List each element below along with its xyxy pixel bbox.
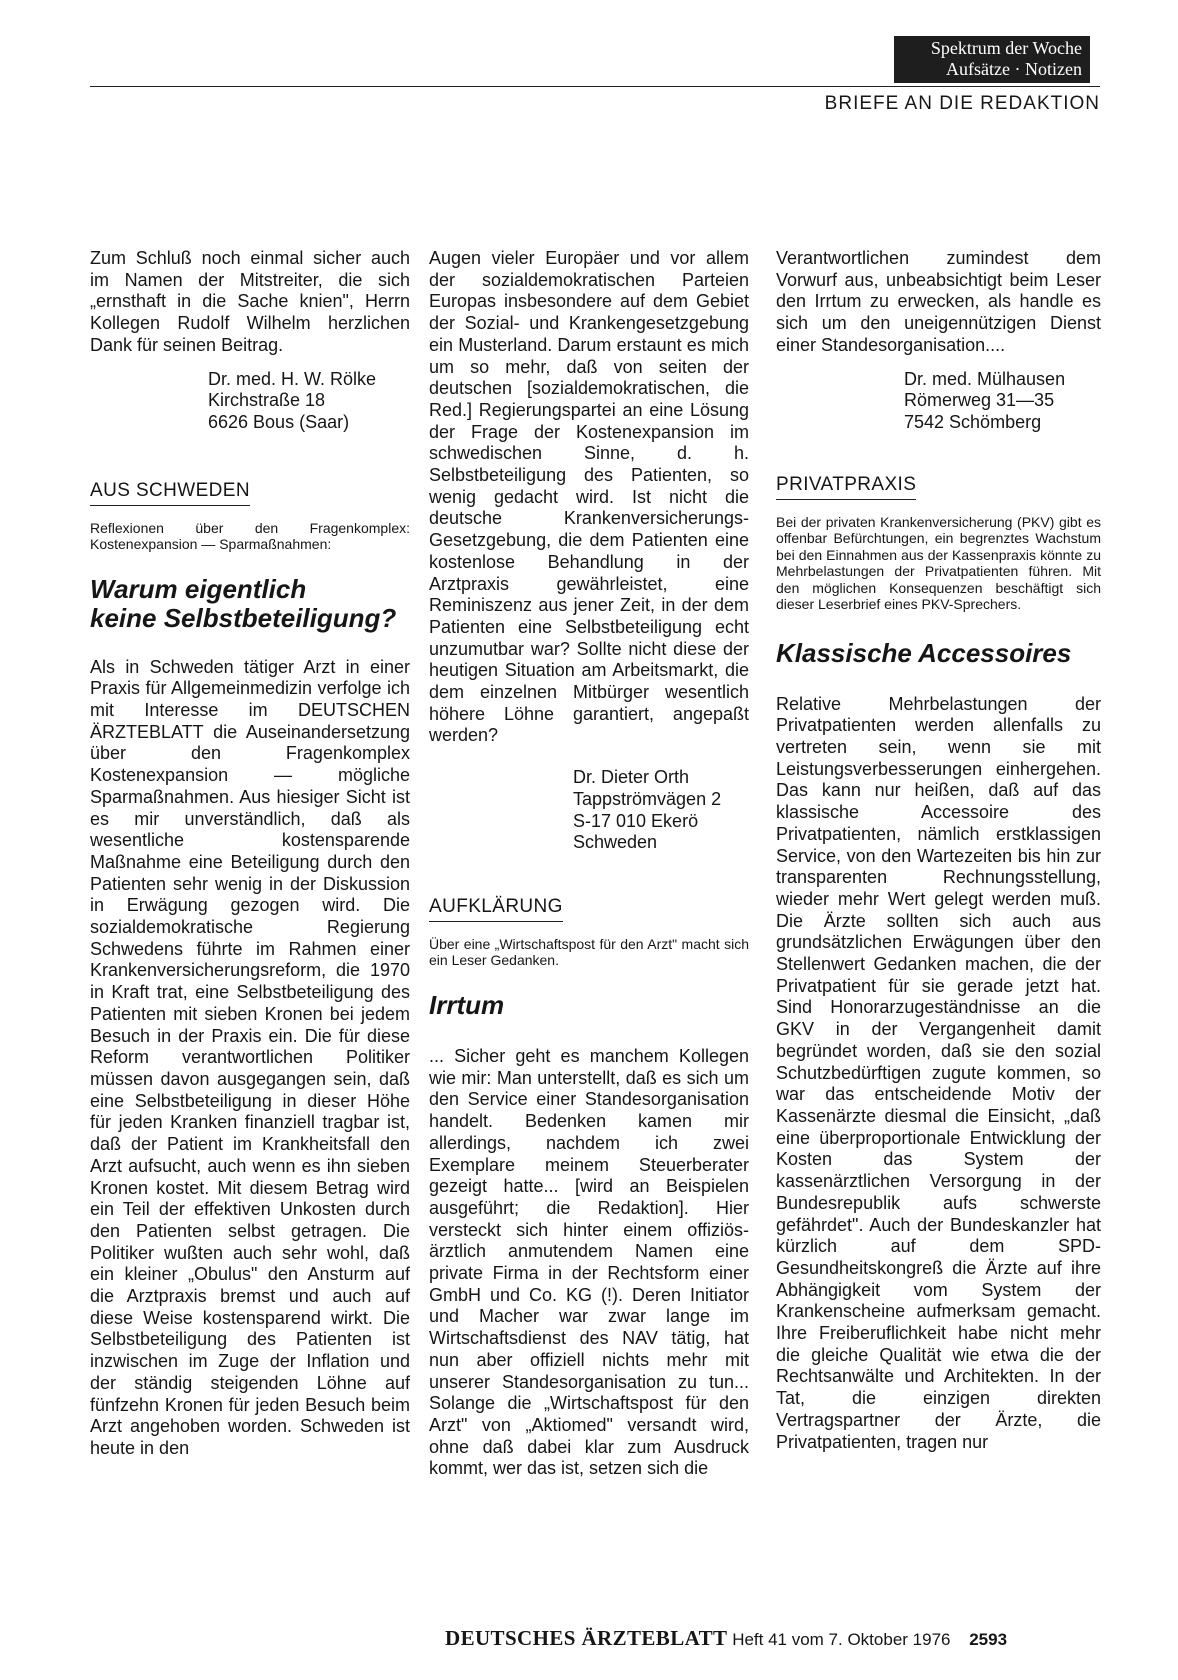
article-body: ... Sicher geht es manchem Kollegen wie mir: Man unterstellt, daß es sich um den Service einer Standesorganisation handelt. Bedenken kamen mir allerdings, nachdem ich zwei Exemplare meinem Steuerberater gezeigt hatte... [wird an Beispielen ausgeführt; die Redaktion]. Hier versteckt sich hinter einem offiziös-ärztlich anmutendem Namen eine private Firma in der Rechtsform einer GmbH und Co. KG (!). Deren Initiator und Macher war zwar lange im Wirtschaftsdienst des NAV tätig, hat nun aber offiziell nichts mehr mit unserer Standesorganisation zu tun... Solange die „Wirtschaftspost für den Arzt" von „Aktiomed" versandt wird, ohne daß dabei klar zum Ausdruck kommt, wer das ist, setzen sich die bbox=[429, 1045, 749, 1479]
signature-line: Dr. med. Mülhausen bbox=[904, 368, 1066, 389]
signature-line: Dr. Dieter Orth bbox=[573, 767, 690, 788]
signature-line: Dr. med. H. W. Rölke bbox=[208, 368, 377, 389]
article-intro: Über eine „Wirtschaftspost für den Arzt" macht sich ein Leser Gedanken. bbox=[429, 935, 749, 969]
signature-line: S-17 010 Ekerö bbox=[573, 810, 699, 831]
rubric-aus-schweden: AUS SCHWEDEN bbox=[90, 480, 250, 506]
column-2 bbox=[429, 248, 749, 1480]
column-3 bbox=[776, 248, 1101, 1453]
page-footer bbox=[445, 1626, 1007, 1651]
issue-date: Heft 41 vom 7. Oktober 1976 bbox=[732, 1630, 951, 1649]
signature-rolke bbox=[90, 369, 410, 434]
signature-line: 7542 Schömberg bbox=[904, 411, 1042, 432]
header-rule bbox=[90, 86, 1100, 87]
rubric-aufklaerung: AUFKLÄRUNG bbox=[429, 896, 563, 922]
signature-line: Römerweg 31—35 bbox=[904, 390, 1055, 411]
signature-line: 6626 Bous (Saar) bbox=[208, 411, 350, 432]
letter-rolke-closing: Zum Schluß noch einmal sicher auch im Namen der Mitstreiter, die sich „ernsthaft in die Sache knien", Herrn Kollegen Rudolf Wilhelm herzlichen Dank für seinen Beitrag. bbox=[90, 248, 410, 355]
article-body: Relative Mehrbelastungen der Privatpatienten werden allenfalls zu vertreten sein, wenn sie mit Leistungsverbesserungen einhergehen. Das kann nur heißen, daß auf das klassische Accessoire des Privatpatienten, nämlich erstklassigen Service, von den Wartezeiten bis hin zur transparenten Rechnungsstellung, wieder mehr Wert gelegt werden muß. Die Ärzte sollten sich auch aus grundsätzlichen Erwägungen über den Stellenwert Gedanken machen, die der Privatpatient für sie gerade jetzt hat. Sind Honorarzugeständnisse an die GKV in der Vergangenheit damit begründet worden, daß sie den sozial Schutzbedürftigen zugute kommen, so war das entscheidende Motiv der Kassenärzte diesmal die Einsicht, „daß eine überproportionale Entwicklung der Kosten das System der kassenärztlichen Versorgung in der Bundesrepublik aufs schwerste gefährdet". Auch der Bundeskanzler hat kürzlich auf dem SPD-Gesundheitskongreß die Ärzte auf ihre Abhängigkeit vom System der Krankenscheine aufmerksam gemacht. Ihre Freiberuflichkeit habe nicht mehr die gleiche Qualität wie etwa die der Rechtsanwälte und Architekten. In der Tat, die einzigen direkten Vertragspartner der Ärzte, die Privatpatienten, tragen nur bbox=[776, 693, 1101, 1452]
rubric-privatpraxis: PRIVATPRAXIS bbox=[776, 474, 916, 500]
section-badge bbox=[894, 36, 1090, 83]
article-headline: Klassische Accessoires bbox=[776, 637, 1072, 668]
article-headline: Irrtum bbox=[429, 989, 505, 1020]
signature-line: Tappströmvägen 2 bbox=[573, 788, 722, 809]
column-1 bbox=[90, 248, 410, 1460]
article-headline bbox=[90, 575, 410, 633]
magazine-name: DEUTSCHES ÄRZTEBLATT bbox=[445, 1626, 728, 1650]
letter-closing: Verantwortlichen zumindest dem Vorwurf aus, unbeabsichtigt beim Leser den Irrtum zu erwecken, als handle es sich um den uneigennützigen Dienst einer Standesorganisation.... bbox=[776, 248, 1101, 355]
signature-muelhausen bbox=[776, 369, 1101, 434]
signature-line: Schweden bbox=[573, 832, 658, 853]
section-badge-line-2: Aufsätze · Notizen bbox=[946, 59, 1082, 79]
article-intro: Reflexionen über den Fragenkomplex: Kostenexpansion — Sparmaßnahmen: bbox=[90, 519, 410, 553]
section-badge-line-1: Spektrum der Woche bbox=[930, 38, 1082, 58]
article-intro: Bei der privaten Krankenversicherung (PKV) gibt es offenbar Befürchtungen, ein begrenztes Wachstum bei den Einnahmen aus der Kassenpraxis könnte zu Mehrbelastungen der Privatpatienten führen. Mit den möglichen Konsequenzen beschäftigt sich dieser Leserbrief eines PKV-Sprechers. bbox=[776, 513, 1101, 613]
headline-line-1: Warum eigentlich bbox=[90, 573, 307, 604]
headline-line-2: keine Selbstbeteiligung? bbox=[90, 602, 397, 633]
article-body-continued: Augen vieler Europäer und vor allem der sozialdemokratischen Parteien Europas insbesondere auf dem Gebiet der Sozial- und Krankengesetzgebung ein Musterland. Darum erstaunt es mich um so mehr, daß von seiten der deutschen [sozialdemokratischen, die Red.] Regierungspartei an eine Lösung der Frage der Kostenexpansion im schwedischen Sinne, d. h. Selbstbeteiligung des Patienten, so wenig gedacht wird. Ist nicht die deutsche Krankenversicherungs-Gesetzgebung, die dem Patienten eine kostenlose Behandlung in der Arztpraxis gewährleistet, eine Reminiszenz aus jener Zeit, in der dem Patienten eine Selbstbeteiligung echt unzumutbar war? Sollte nicht diese der heutigen Situation am Arbeitsmarkt, die dem einzelnen Mitbürger wesentlich höhere Löhne garantiert, angepaßt werden? bbox=[429, 248, 749, 746]
section-title: BRIEFE AN DIE REDAKTION bbox=[824, 93, 1100, 114]
article-body: Als in Schweden tätiger Arzt in einer Praxis für Allgemeinmedizin verfolge ich mit Interesse im DEUTSCHEN ÄRZTEBLATT die Auseinandersetzung über den Fragenkomplex Kostenexpansion — mögliche Sparmaßnahmen. Aus hiesiger Sicht ist es mir unverständlich, daß als wesentliche kostensparende Maßnahme eine Beteiligung durch den Patienten sehr wenig in der Diskussion in Erwägung gezogen wird. Die sozialdemokratische Regierung Schwedens führte im Rahmen einer Krankenversicherungsreform, die 1970 in Kraft trat, eine Selbstbeteiligung des Patienten mit sieben Kronen bei jedem Besuch in der Praxis ein. Die für diese Reform verantwortlichen Politiker müssen davon ausgegangen sein, daß eine Selbstbeteiligung in dieser Höhe für jeden Kranken finanziell tragbar ist, daß der Patient im Krankheitsfall den Arzt aufsucht, auch wenn es ihn sieben Kronen kostet. Mit diesem Betrag wird ein Teil der effektiven Unkosten durch den Patienten selbst getragen. Die Politiker wußten auch sehr wohl, daß ein kleiner „Obulus" den Ansturm auf die Arztpraxis bremst und auch auf diese Weise kostensparend wirkt. Die Selbstbeteiligung des Patienten ist inzwischen im Zuge der Inflation und der ständig steigenden Löhne auf fünfzehn Kronen für jeden Besuch beim Arzt angehoben worden. Schweden ist heute in den bbox=[90, 656, 410, 1458]
signature-line: Kirchstraße 18 bbox=[208, 390, 326, 411]
page-number: 2593 bbox=[969, 1630, 1008, 1649]
signature-orth bbox=[429, 767, 749, 854]
